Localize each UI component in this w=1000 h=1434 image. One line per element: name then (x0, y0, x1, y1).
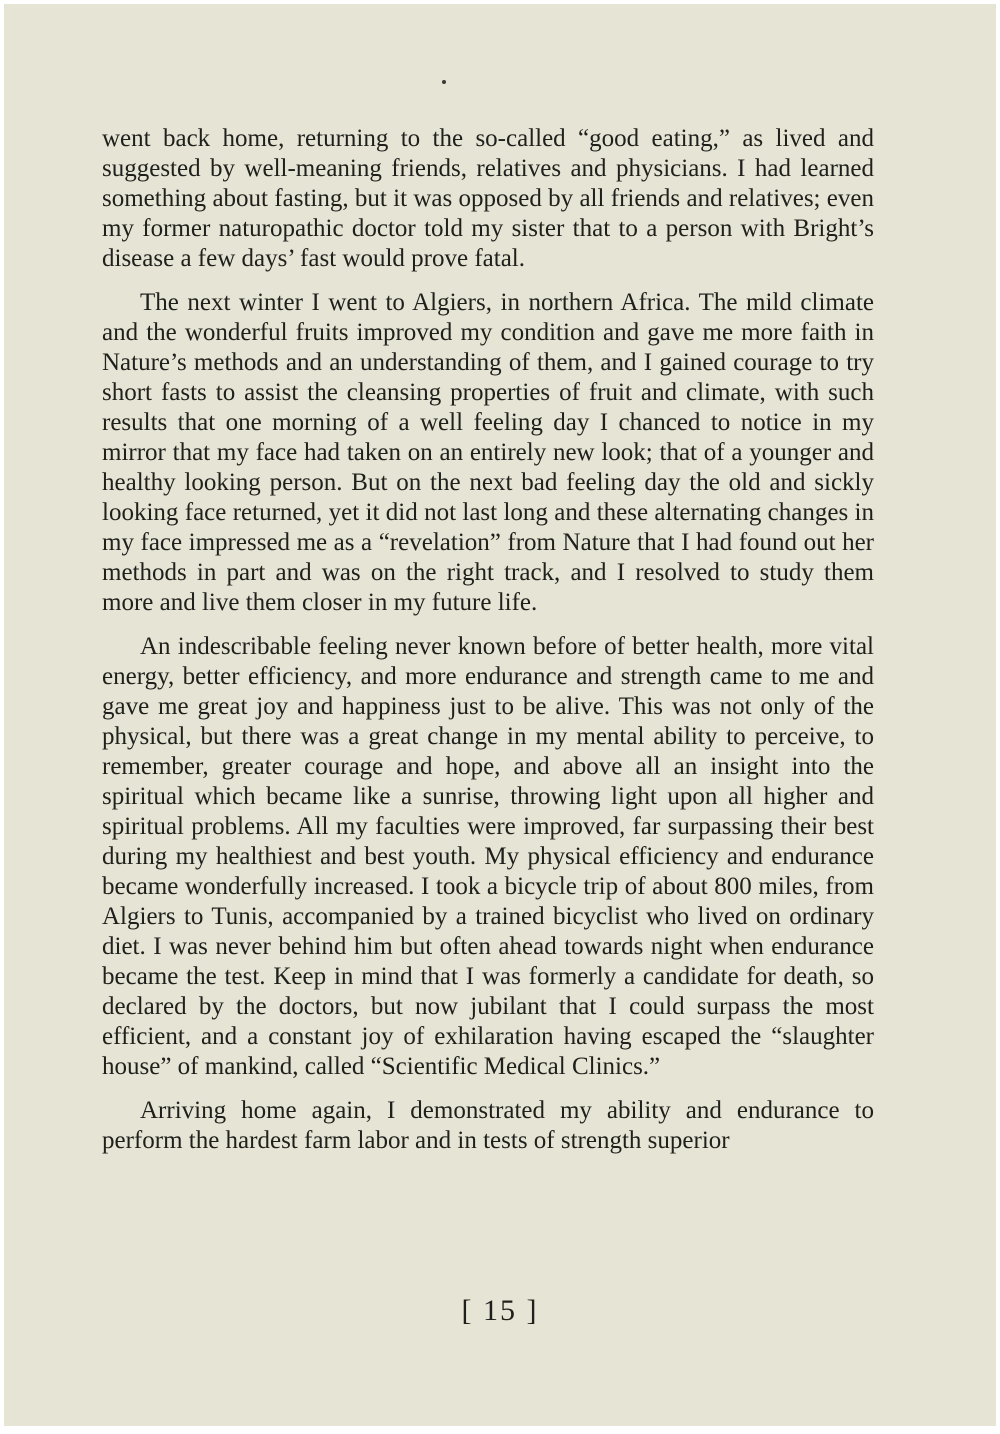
paragraph-1: went back home, returning to the so-called “good eating,” as lived and suggested by well-meaning friends, relatives and physicians. I had learned something about fasting, but it was opposed by all friends and relatives; even my former naturopathic doctor told my sister that to a person with Bright’s disease a few days’ fast would prove fatal. (102, 125, 874, 272)
paragraph-4: Arriving home again, I demonstrated my ability and endurance to perform the hardest farm labor and in tests of strength superior (102, 1097, 874, 1154)
ink-speck (442, 80, 446, 84)
paragraph-2: The next winter I went to Algiers, in northern Africa. The mild climate and the wonderful fruits improved my condition and gave me more faith in Nature’s methods and an understanding of them, and I gained courage to try short fasts to assist the cleansing properties of fruit and climate, with such results that one morning of a well feeling day I chanced to notice in my mirror that my face had taken on an entirely new look; that of a younger and healthy looking person. But on the next bad feeling day the old and sickly looking face returned, yet it did not last long and these alternating changes in my face impressed me as a “revelation” from Nature that I had found out her methods in part and was on the right track, and I resolved to study them more and live them closer in my future life. (102, 289, 874, 616)
body-text (102, 124, 874, 1170)
page-number: [ 15 ] (461, 1294, 539, 1327)
book-page (4, 4, 996, 1426)
paragraph-3: An indescribable feeling never known before of better health, more vital energy, better efficiency, and more endurance and strength came to me and gave me great joy and happiness just to be alive. This was not only of the physical, but there was a great change in my mental ability to perceive, to remember, greater courage and hope, and above all an insight into the spiritual which became like a sunrise, throwing light upon all higher and spiritual problems. All my faculties were improved, far surpassing their best during my healthiest and best youth. My physical efficiency and endurance became wonderfully increased. I took a bicycle trip of about 800 miles, from Algiers to Tunis, accompanied by a trained bicyclist who lived on ordinary diet. I was never behind him but often ahead towards night when endurance became the test. Keep in mind that I was formerly a candidate for death, so declared by the doctors, but now jubilant that I could surpass the most efficient, and a constant joy of exhilaration having escaped the “slaughter house” of mankind, called “Scientific Medical Clinics.” (102, 633, 874, 1080)
